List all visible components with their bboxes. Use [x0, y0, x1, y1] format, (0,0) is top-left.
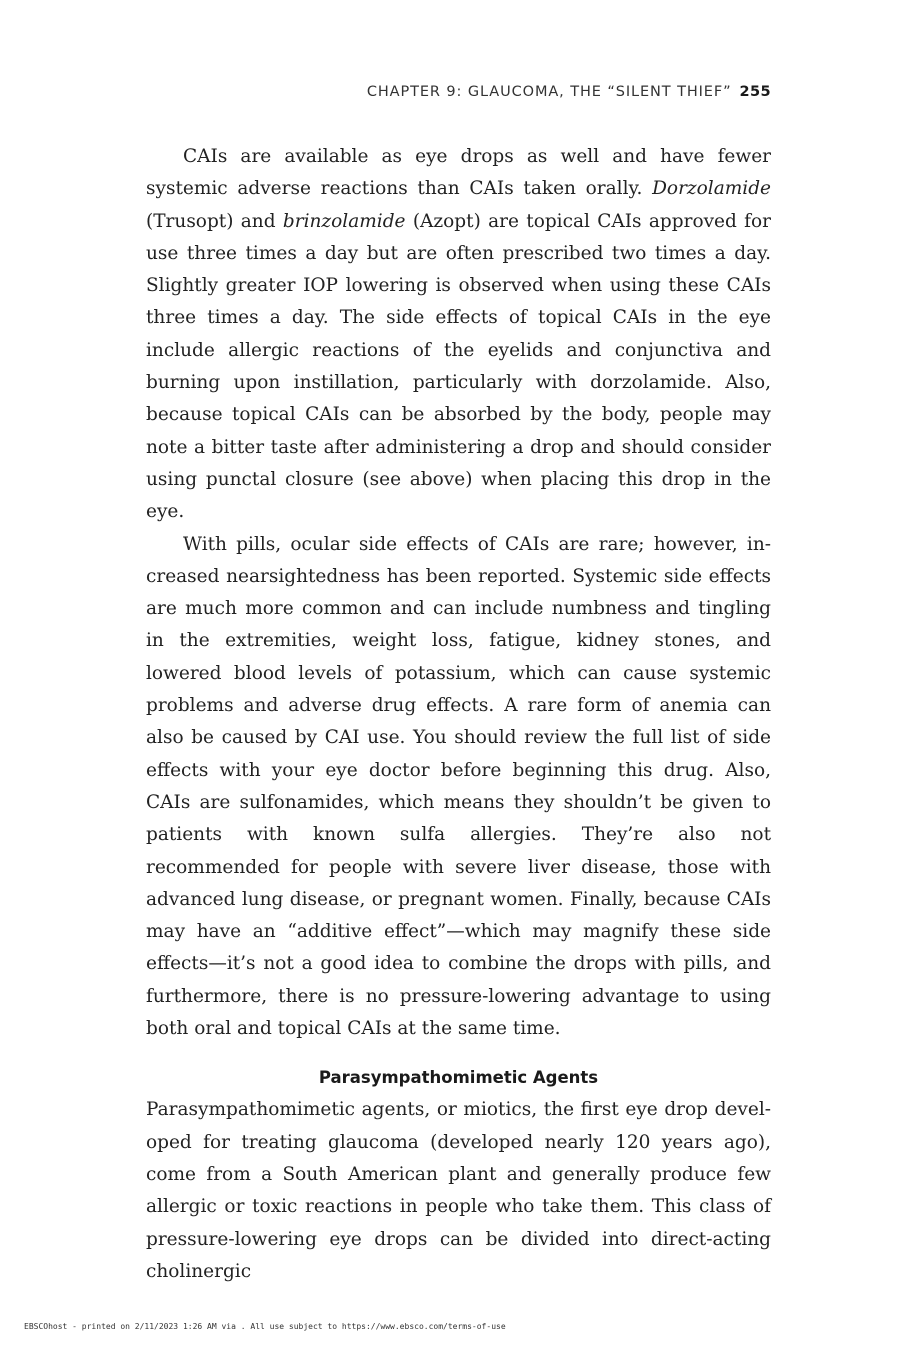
paragraph-text: (Azopt) are topical CAIs approved for use three times a day but are often prescribed two times a day. Slightly greater IOP lowering is observed when using these CAIs three times a day. The side effects of topical CAIs in the eye include allergic reactions of the eyelids and conjunctiva and burning upon instillation, particularly with dorzolamide. Also, because topical CAIs can be absorbed by the body, people may note a bitter taste after administering a drop and should consider using punctal closure (see above) when placing this drop in the eye.	[146, 210, 771, 523]
page-number: 255	[739, 84, 771, 100]
paragraph-pill-side-effects: With pills, ocular side effects of CAIs are rare; however, increased nearsightedness has been reported. Systemic side effects are much more common and can include numbness and tingling in the extremities, weight loss, fatigue, kidney stones, and lowered blood levels of potassium, which can cause systemic problems and adverse drug effects. A rare form of anemia can also be caused by CAI use. You should review the full list of side effects with your eye doctor before beginning this drug. Also, CAIs are sulfonamides, which means they shouldn’t be given to patients with known sulfa allergies. They’re also not recommended for people with severe liver disease, those with advanced lung disease, or pregnant women. Finally, because CAIs may have an “additive effect”—which may magnify these side effects—it’s not a good idea to combine the drops with pills, and furthermore, there is no pressure-lowering advantage to using both oral and topical CAIs at the same time.	[146, 533, 771, 1040]
drug-name-dorzolamide: Dorzolamide	[652, 178, 771, 200]
running-title: CHAPTER 9: GLAUCOMA, THE “SILENT THIEF”	[366, 84, 732, 100]
running-head	[367, 84, 771, 100]
drug-name-brinzolamide: brinzolamide	[282, 210, 406, 232]
paragraph-text: CAIs are available as eye drops as well and have fewer systemic adverse reactions than CAIs taken orally.	[146, 146, 771, 200]
print-footer: EBSCOhost - printed on 2/11/2023 1:26 AM via . All use subject to https://www.ebsco.com/terms-of-use	[24, 1322, 506, 1331]
section-heading: Parasympathomimetic Agents	[318, 1068, 599, 1088]
paragraph-parasympathomimetic: Parasympathomimetic agents, or miotics, the first eye drop developed for treating glaucoma (developed nearly 120 years ago), come from a South American plant and generally produce few allergic or toxic reactions in people who take them. This class of pressure-lowering eye drops can be divided into direct-acting cholinergic	[146, 1099, 771, 1282]
body-text	[146, 141, 771, 1288]
paragraph-text: (Trusopt) and	[146, 210, 283, 232]
paragraph-topical-cais	[146, 141, 771, 529]
